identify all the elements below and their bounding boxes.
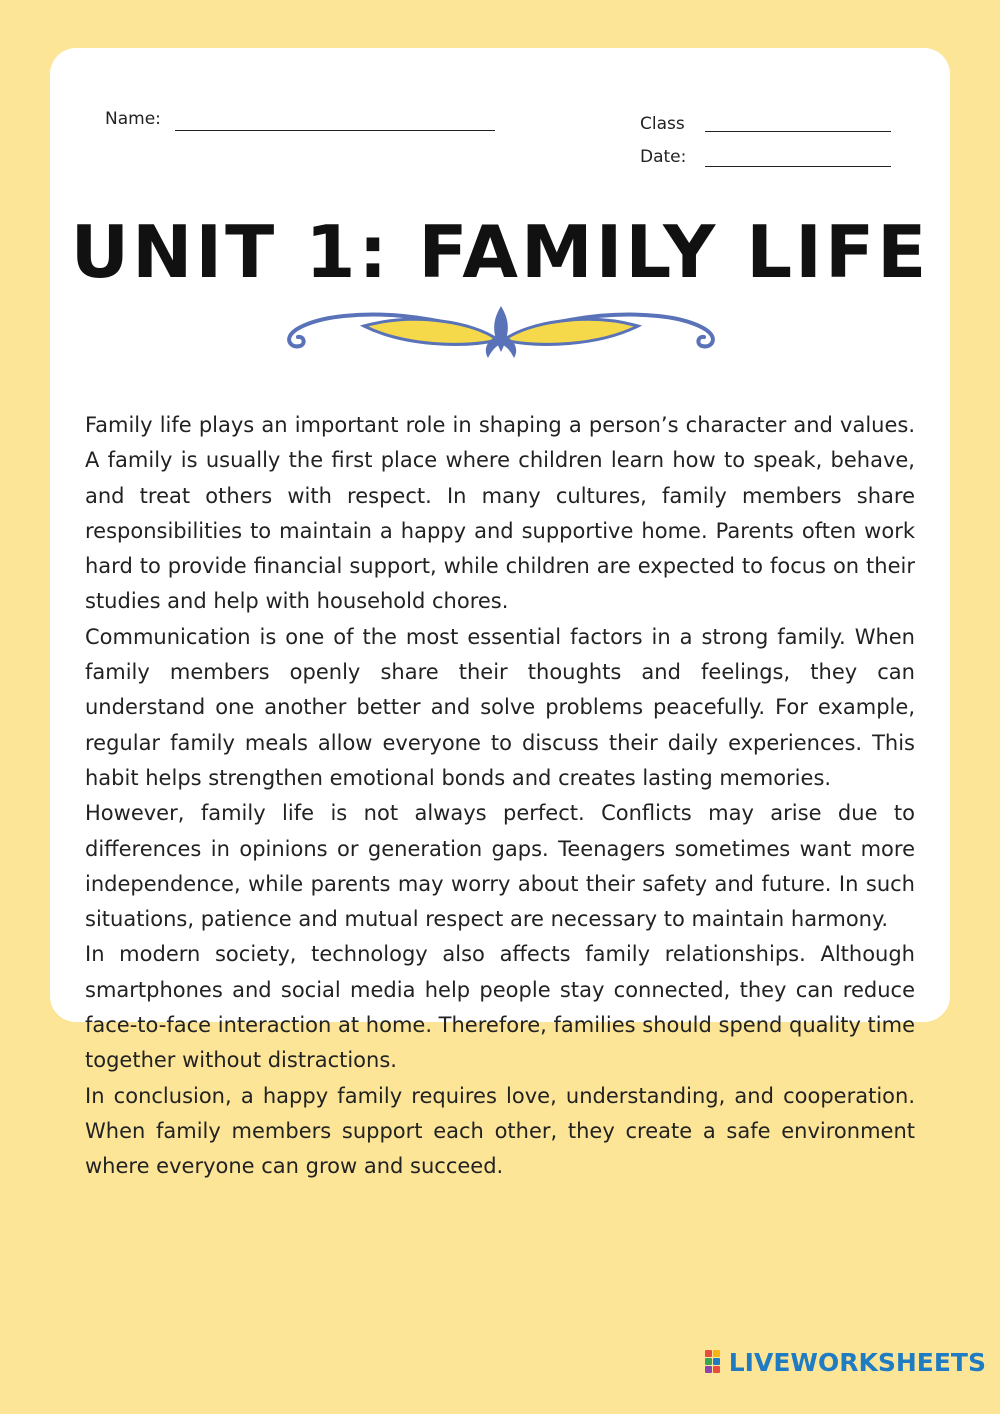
paragraph-3: However, family life is not always perfect. Conflicts may arise due to differences in opinions or generation gaps. Teenagers sometimes want more independence, while parents may worry about their safety and future. In such situations, patience and mutual respect are necessary to maintain harmony. [85,801,915,932]
name-label: Name: [105,109,161,129]
reading-passage [85,408,915,1185]
flourish-divider-icon [284,304,718,360]
liveworksheets-logo-icon [705,1350,725,1374]
paragraph-1: Family life plays an important role in shaping a person’s character and values. A family is usually the first place where children learn how to speak, behave, and treat others with respect. In many cultures, family members share responsibilities to maintain a happy and supportive home. Parents often work hard to provide financial support, while children are expected to focus on their studies and help with household chores. [85,413,915,614]
liveworksheets-brand[interactable] [705,1348,986,1376]
class-line[interactable] [705,131,891,132]
worksheet-card [50,48,950,1179]
page-title: UNIT 1: FAMILY LIFE [70,210,930,294]
paragraph-2: Communication is one of the most essential factors in a strong family. When family members openly share their thoughts and feelings, they can understand one another better and solve problems peacefully. For example, regular family meals allow everyone to discuss their daily experiences. This habit helps strengthen emotional bonds and creates lasting memories. [85,624,915,790]
paragraph-4: In modern society, technology also affects family relationships. Although smartphones and social media help people stay connected, they can reduce face-to-face interaction at home. Therefore, families should spend quality time together without distractions. [85,942,915,1073]
name-line[interactable] [175,130,495,131]
date-line[interactable] [705,166,891,167]
class-label: Class [640,114,685,134]
paragraph-5: In conclusion, a happy family requires love, understanding, and cooperation. When family members support each other, they create a safe environment where everyone can grow and succeed. [85,1083,915,1179]
date-label: Date: [640,147,687,167]
brand-text: LIVEWORKSHEETS [728,1347,986,1377]
